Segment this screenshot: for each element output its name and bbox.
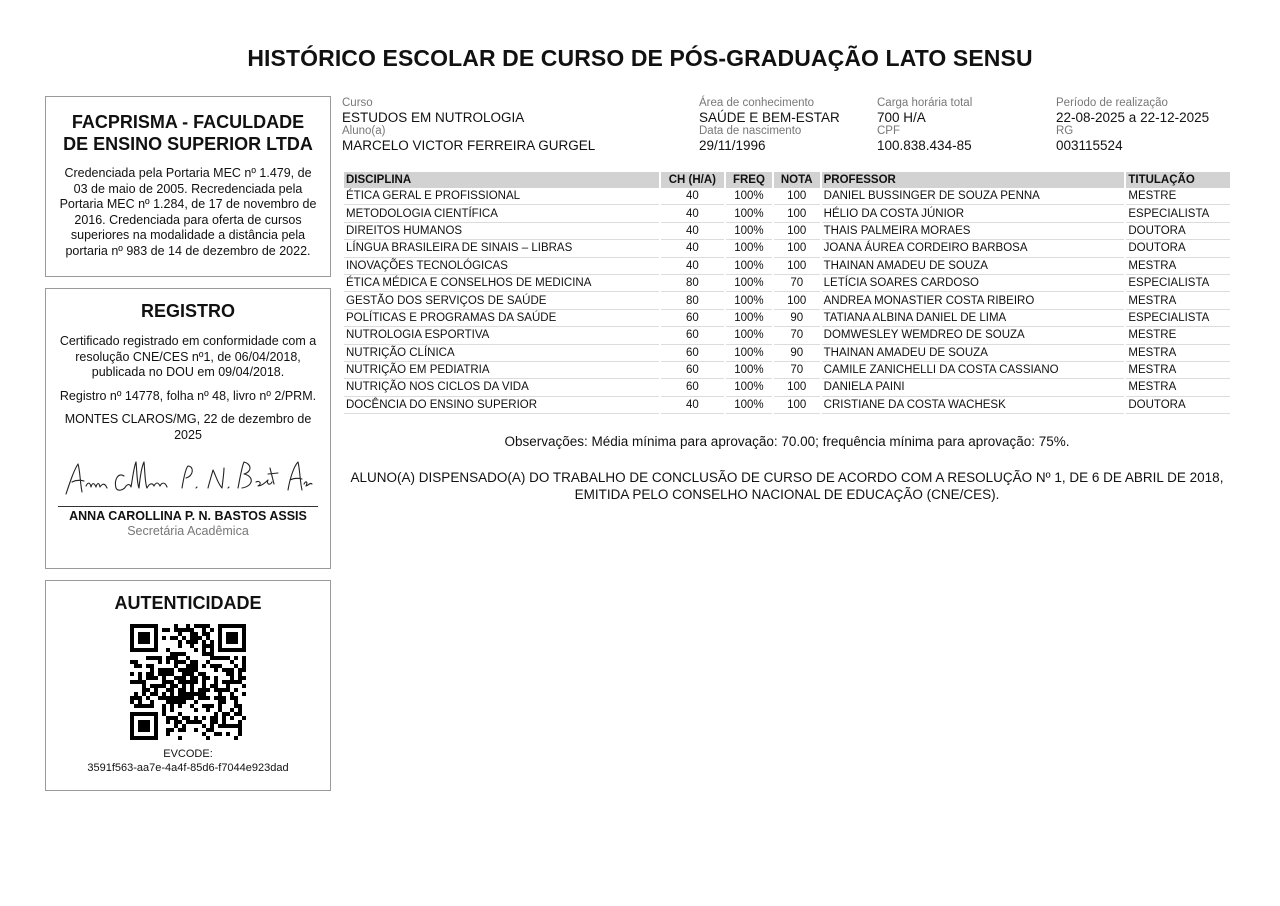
table-row	[344, 205, 1230, 222]
dispensa-note: ALUNO(A) DISPENSADO(A) DO TRABALHO DE CONCLUSÃO DE CURSO DE ACORDO COM A RESOLUÇÃO Nº 1, DE 6 DE ABRIL DE 2018, EMITIDA PELO CONSELHO NACIONAL DE EDUCAÇÃO (CNE/CES).	[350, 470, 1224, 502]
header-freq: FREQ	[726, 172, 772, 188]
cell-disciplina: POLÍTICAS E PROGRAMAS DA SAÚDE	[344, 310, 659, 327]
cell-disciplina: NUTRIÇÃO CLÍNICA	[344, 345, 659, 362]
cell-professor: ANDREA MONASTIER COSTA RIBEIRO	[822, 292, 1125, 309]
table-row	[344, 223, 1230, 240]
cell-disciplina: METODOLOGIA CIENTÍFICA	[344, 205, 659, 222]
cell-freq: 100%	[726, 188, 772, 205]
carga-label: Carga horária total	[877, 97, 973, 109]
cell-freq: 100%	[726, 205, 772, 222]
cell-freq: 100%	[726, 258, 772, 275]
cell-ch: 40	[661, 223, 724, 240]
curso-value: ESTUDOS EM NUTROLOGIA	[342, 110, 525, 125]
cell-freq: 100%	[726, 275, 772, 292]
cell-nota: 100	[774, 397, 820, 414]
cell-nota: 100	[774, 223, 820, 240]
cell-disciplina: GESTÃO DOS SERVIÇOS DE SAÚDE	[344, 292, 659, 309]
cell-freq: 100%	[726, 327, 772, 344]
header-professor: PROFESSOR	[822, 172, 1125, 188]
cell-disciplina: LÍNGUA BRASILEIRA DE SINAIS – LIBRAS	[344, 240, 659, 257]
evcode-value: 3591f563-aa7e-4a4f-85d6-f7044e923dad	[87, 762, 289, 774]
cell-disciplina: NUTRIÇÃO EM PEDIATRIA	[344, 362, 659, 379]
cell-professor: DANIELA PAINI	[822, 379, 1125, 396]
cell-freq: 100%	[726, 397, 772, 414]
cell-ch: 60	[661, 379, 724, 396]
aluno-value: MARCELO VICTOR FERREIRA GURGEL	[342, 138, 596, 153]
cell-disciplina: ÉTICA GERAL E PROFISSIONAL	[344, 188, 659, 205]
autenticidade-heading: AUTENTICIDADE	[114, 593, 262, 613]
cell-disciplina: INOVAÇÕES TECNOLÓGICAS	[344, 258, 659, 275]
nascimento-value: 29/11/1996	[699, 138, 766, 153]
cell-disciplina: DOCÊNCIA DO ENSINO SUPERIOR	[344, 397, 659, 414]
cell-ch: 40	[661, 240, 724, 257]
table-row	[344, 292, 1230, 309]
cell-professor: CAMILE ZANICHELLI DA COSTA CASSIANO	[822, 362, 1125, 379]
signer-role: Secretária Acadêmica	[127, 523, 249, 538]
cell-ch: 80	[661, 275, 724, 292]
cell-titulacao: ESPECIALISTA	[1126, 275, 1230, 292]
cell-freq: 100%	[726, 362, 772, 379]
aluno-label: Aluno(a)	[342, 125, 386, 137]
cell-professor: DOMWESLEY WEMDREO DE SOUZA	[822, 327, 1125, 344]
qr-code-icon[interactable]	[130, 624, 246, 740]
institution-name: FACPRISMA - FACULDADE DE ENSINO SUPERIOR LTDA	[63, 112, 313, 154]
cell-titulacao: MESTRA	[1126, 292, 1230, 309]
cell-freq: 100%	[726, 379, 772, 396]
cell-ch: 60	[661, 310, 724, 327]
cell-disciplina: DIREITOS HUMANOS	[344, 223, 659, 240]
registro-registration-text: Registro nº 14778, folha nº 48, livro nº 2/PRM.	[59, 388, 317, 403]
table-row	[344, 379, 1230, 396]
cell-nota: 100	[774, 292, 820, 309]
cell-titulacao: MESTRE	[1126, 188, 1230, 205]
cell-ch: 40	[661, 397, 724, 414]
area-label: Área de conhecimento	[699, 97, 815, 109]
institution-accreditation: Credenciada pela Portaria MEC nº 1.479, de 03 de maio de 2005. Recredenciada pela Portaria MEC nº 1.284, de 17 de novembro de 2016. Credenciada para oferta de cursos superiores na modalidade a distância pela portaria nº 983 de 14 de dezembro de 2022.	[59, 166, 317, 258]
cell-nota: 90	[774, 345, 820, 362]
cell-professor: THAINAN AMADEU DE SOUZA	[822, 258, 1125, 275]
document-title: HISTÓRICO ESCOLAR DE CURSO DE PÓS-GRADUAÇÃO LATO SENSU	[247, 45, 1033, 71]
periodo-value: 22-08-2025 a 22-12-2025	[1056, 110, 1210, 125]
cell-freq: 100%	[726, 310, 772, 327]
table-row	[344, 258, 1230, 275]
cell-titulacao: MESTRA	[1126, 345, 1230, 362]
header-nota: NOTA	[774, 172, 820, 188]
evcode-label: EVCODE:	[163, 748, 213, 760]
signature-icon	[62, 454, 316, 500]
cell-titulacao: MESTRA	[1126, 379, 1230, 396]
area-value: SAÚDE E BEM-ESTAR	[699, 110, 840, 125]
header-ch: CH (H/A)	[661, 172, 724, 188]
cell-professor: LETÍCIA SOARES CARDOSO	[822, 275, 1125, 292]
cell-ch: 60	[661, 345, 724, 362]
cell-professor: HÉLIO DA COSTA JÚNIOR	[822, 205, 1125, 222]
table-row	[344, 240, 1230, 257]
cell-ch: 80	[661, 292, 724, 309]
cell-ch: 40	[661, 205, 724, 222]
cell-titulacao: DOUTORA	[1126, 223, 1230, 240]
rg-label: RG	[1056, 125, 1074, 137]
cell-nota: 100	[774, 205, 820, 222]
course-field	[342, 97, 595, 153]
cell-nota: 70	[774, 327, 820, 344]
cell-titulacao: ESPECIALISTA	[1126, 205, 1230, 222]
cell-disciplina: NUTROLOGIA ESPORTIVA	[344, 327, 659, 344]
cell-titulacao: MESTRA	[1126, 258, 1230, 275]
cpf-label: CPF	[877, 125, 900, 137]
table-row	[344, 397, 1230, 414]
observacoes: Observações: Média mínima para aprovação: 70.00; frequência mínima para aprovação: 75%.	[504, 434, 1070, 449]
cell-ch: 60	[661, 362, 724, 379]
registro-heading: REGISTRO	[140, 301, 235, 321]
registro-place-date: MONTES CLAROS/MG, 22 de dezembro de 2025	[64, 412, 312, 442]
signature-area	[58, 454, 318, 504]
curso-label: Curso	[342, 97, 373, 109]
table-row	[344, 362, 1230, 379]
header-disciplina: DISCIPLINA	[344, 172, 659, 188]
cell-ch: 60	[661, 327, 724, 344]
autenticidade-box	[45, 580, 331, 791]
carga-value: 700 H/A	[877, 110, 926, 125]
cell-titulacao: DOUTORA	[1126, 240, 1230, 257]
cell-professor: JOANA ÁUREA CORDEIRO BARBOSA	[822, 240, 1125, 257]
table-header-row	[344, 172, 1230, 188]
cell-titulacao: ESPECIALISTA	[1126, 310, 1230, 327]
cell-nota: 70	[774, 275, 820, 292]
signer-name: ANNA CAROLLINA P. N. BASTOS ASSIS	[69, 508, 307, 523]
cell-nota: 70	[774, 362, 820, 379]
periodo-label: Período de realização	[1056, 97, 1168, 109]
periodo-field	[1056, 97, 1209, 153]
table-row	[344, 327, 1230, 344]
registro-certificate-text: Certificado registrado em conformidade com a resolução CNE/CES nº1, de 06/04/2018, publicada no DOU em 09/04/2018.	[59, 334, 317, 380]
cell-nota: 100	[774, 240, 820, 257]
cell-professor: THAIS PALMEIRA MORAES	[822, 223, 1125, 240]
cell-professor: TATIANA ALBINA DANIEL DE LIMA	[822, 310, 1125, 327]
carga-field	[877, 97, 972, 153]
header-titulacao: TITULAÇÃO	[1126, 172, 1230, 188]
table-row	[344, 275, 1230, 292]
cell-ch: 40	[661, 258, 724, 275]
cell-titulacao: MESTRE	[1126, 327, 1230, 344]
cell-titulacao: DOUTORA	[1126, 397, 1230, 414]
cell-ch: 40	[661, 188, 724, 205]
cell-professor: DANIEL BUSSINGER DE SOUZA PENNA	[822, 188, 1125, 205]
table-row	[344, 345, 1230, 362]
table-row	[344, 188, 1230, 205]
institution-box	[45, 96, 331, 277]
cell-disciplina: NUTRIÇÃO NOS CICLOS DA VIDA	[344, 379, 659, 396]
cell-nota: 90	[774, 310, 820, 327]
cell-titulacao: MESTRA	[1126, 362, 1230, 379]
cell-professor: THAINAN AMADEU DE SOUZA	[822, 345, 1125, 362]
cell-disciplina: ÉTICA MÉDICA E CONSELHOS DE MEDICINA	[344, 275, 659, 292]
cell-professor: CRISTIANE DA COSTA WACHESK	[822, 397, 1125, 414]
grades-table	[342, 172, 1232, 414]
cell-freq: 100%	[726, 223, 772, 240]
nascimento-label: Data de nascimento	[699, 125, 802, 137]
signature-line	[58, 506, 318, 507]
rg-value: 003115524	[1056, 138, 1123, 153]
cell-nota: 100	[774, 258, 820, 275]
table-row	[344, 310, 1230, 327]
cell-nota: 100	[774, 188, 820, 205]
cell-freq: 100%	[726, 240, 772, 257]
cpf-value: 100.838.434-85	[877, 138, 972, 153]
cell-nota: 100	[774, 379, 820, 396]
cell-freq: 100%	[726, 292, 772, 309]
registro-box	[45, 288, 331, 569]
area-field	[699, 97, 840, 153]
cell-freq: 100%	[726, 345, 772, 362]
